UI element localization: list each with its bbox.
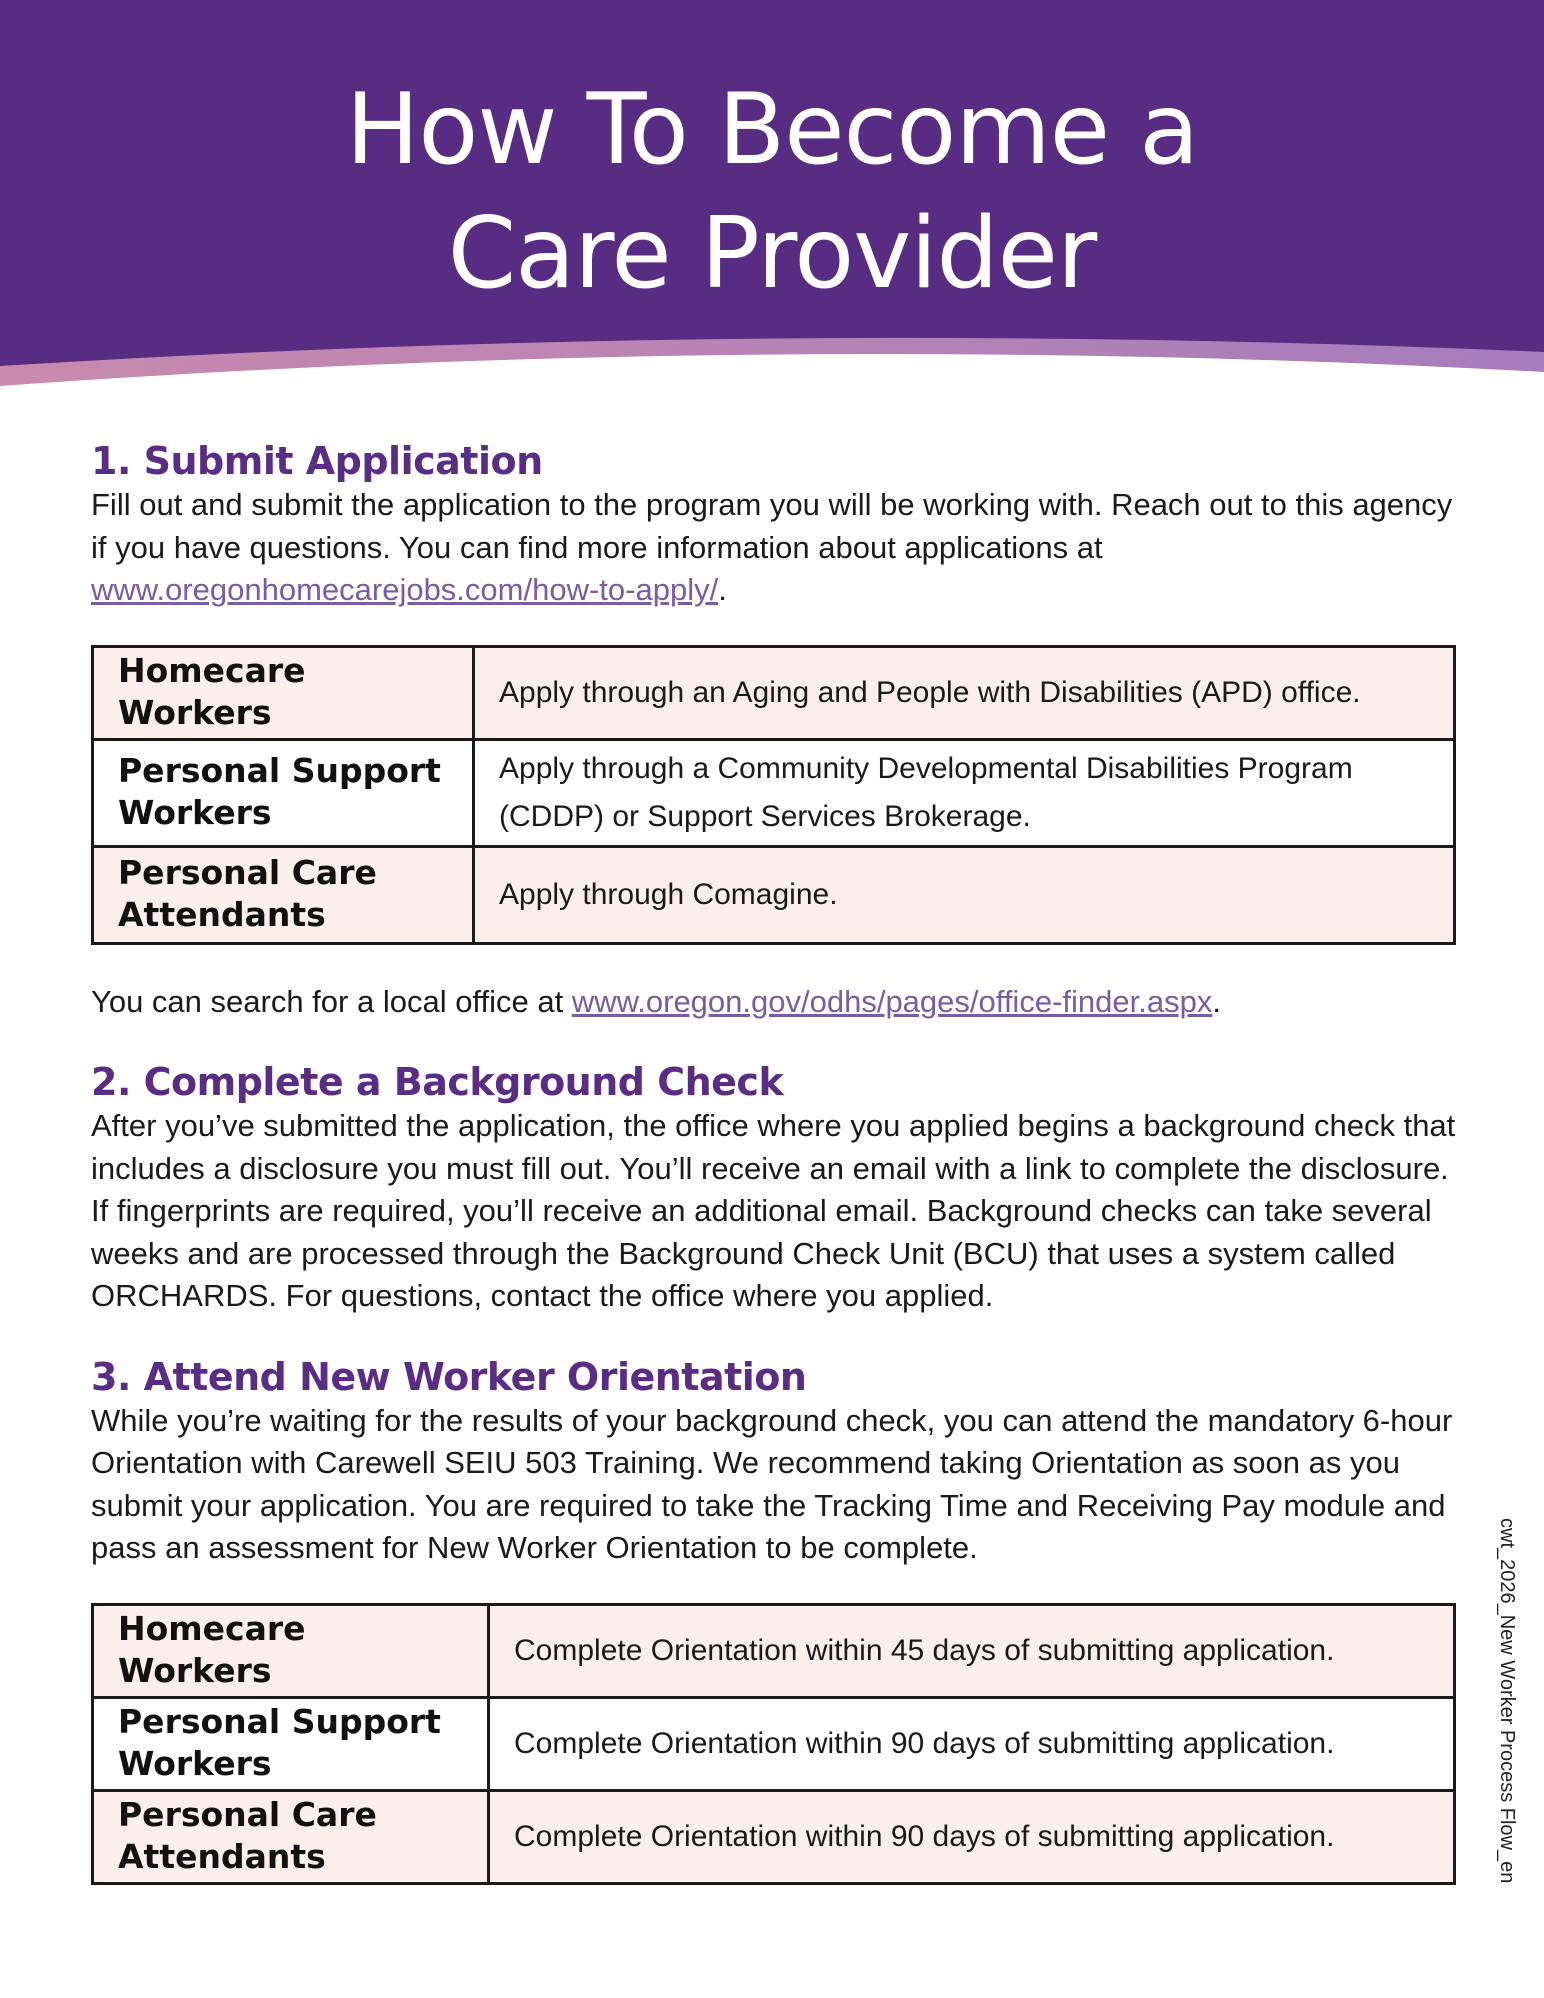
period: . bbox=[718, 572, 727, 607]
page-title bbox=[0, 68, 1544, 316]
section-body: While you’re waiting for the results of your background check, you can attend the mandatory 6-hour Orientation with Carewell SEIU 503 Training. We recommend taking Orientation as soon as you submit your application. You are required to take the Tracking Time and Receiving Pay module and pass an assessment for New Worker Orientation to be complete. bbox=[91, 1402, 1453, 1565]
section-body-text: Fill out and submit the application to the program you will be working with. Reach out to this agency if you have questions. You can find more information about applications at bbox=[91, 487, 1453, 565]
table-row-desc: Complete Orientation within 45 days of submitting application. bbox=[489, 1604, 1455, 1697]
table-row-desc: Apply through an Aging and People with Disabilities (APD) office. bbox=[474, 646, 1455, 739]
apply-table bbox=[91, 645, 1456, 945]
office-finder-label: You can search for a local office at bbox=[91, 983, 572, 1019]
section-heading: 2. Complete a Background Check bbox=[91, 1060, 784, 1104]
document-code: cwt_2026_New Worker Process Flow_en bbox=[1496, 1518, 1518, 1884]
section-background-check bbox=[91, 1059, 1461, 1318]
office-finder-text bbox=[91, 981, 1461, 1024]
table-row bbox=[93, 1790, 1455, 1883]
table-row-desc: Complete Orientation within 90 days of submitting application. bbox=[489, 1790, 1455, 1883]
table-row bbox=[93, 1604, 1455, 1697]
table-row-label: Personal Support Workers bbox=[93, 739, 474, 846]
table-row bbox=[93, 739, 1455, 846]
orientation-table bbox=[91, 1603, 1456, 1885]
table-row bbox=[93, 646, 1455, 739]
table-row bbox=[93, 846, 1455, 943]
section-heading: 3. Attend New Worker Orientation bbox=[91, 1354, 807, 1399]
period: . bbox=[1212, 983, 1221, 1019]
section-body bbox=[91, 484, 1461, 612]
page-title-line2: Care Provider bbox=[447, 197, 1097, 311]
table-row-desc: Apply through Comagine. bbox=[474, 846, 1455, 943]
page-header bbox=[0, 0, 1544, 392]
table-row-label: Homecare Workers bbox=[93, 646, 474, 739]
section-heading: 1. Submit Application bbox=[91, 439, 543, 483]
table-row bbox=[93, 1697, 1455, 1790]
table-row-label: Homecare Workers bbox=[93, 1604, 489, 1697]
section-submit-application bbox=[91, 438, 1461, 1023]
table-row-label: Personal Care Attendants bbox=[93, 846, 474, 943]
office-finder-link[interactable]: www.oregon.gov/odhs/pages/office-finder.aspx bbox=[571, 983, 1213, 1019]
main-content bbox=[91, 438, 1461, 1921]
table-row-desc: Complete Orientation within 90 days of submitting application. bbox=[489, 1697, 1455, 1790]
table-row-desc: Apply through a Community Developmental Disabilities Program (CDDP) or Support Services Brokerage. bbox=[474, 739, 1455, 846]
section-orientation bbox=[91, 1354, 1461, 1885]
how-to-apply-link[interactable]: www.oregonhomecarejobs.com/how-to-apply/ bbox=[91, 572, 719, 607]
page-title-line1: How To Become a bbox=[345, 73, 1199, 187]
table-row-label: Personal Support Workers bbox=[93, 1697, 489, 1790]
section-body: After you’ve submitted the application, the office where you applied begins a background check that includes a disclosure you must fill out. You’ll receive an email with a link to complete the disclosure. If fingerprints are required, you’ll receive an additional email. Background checks can take several weeks and are processed through the Background Check Unit (BCU) that uses a system called ORCHARDS. For questions, contact the office where you applied. bbox=[91, 1108, 1456, 1313]
table-row-label: Personal Care Attendants bbox=[93, 1790, 489, 1883]
